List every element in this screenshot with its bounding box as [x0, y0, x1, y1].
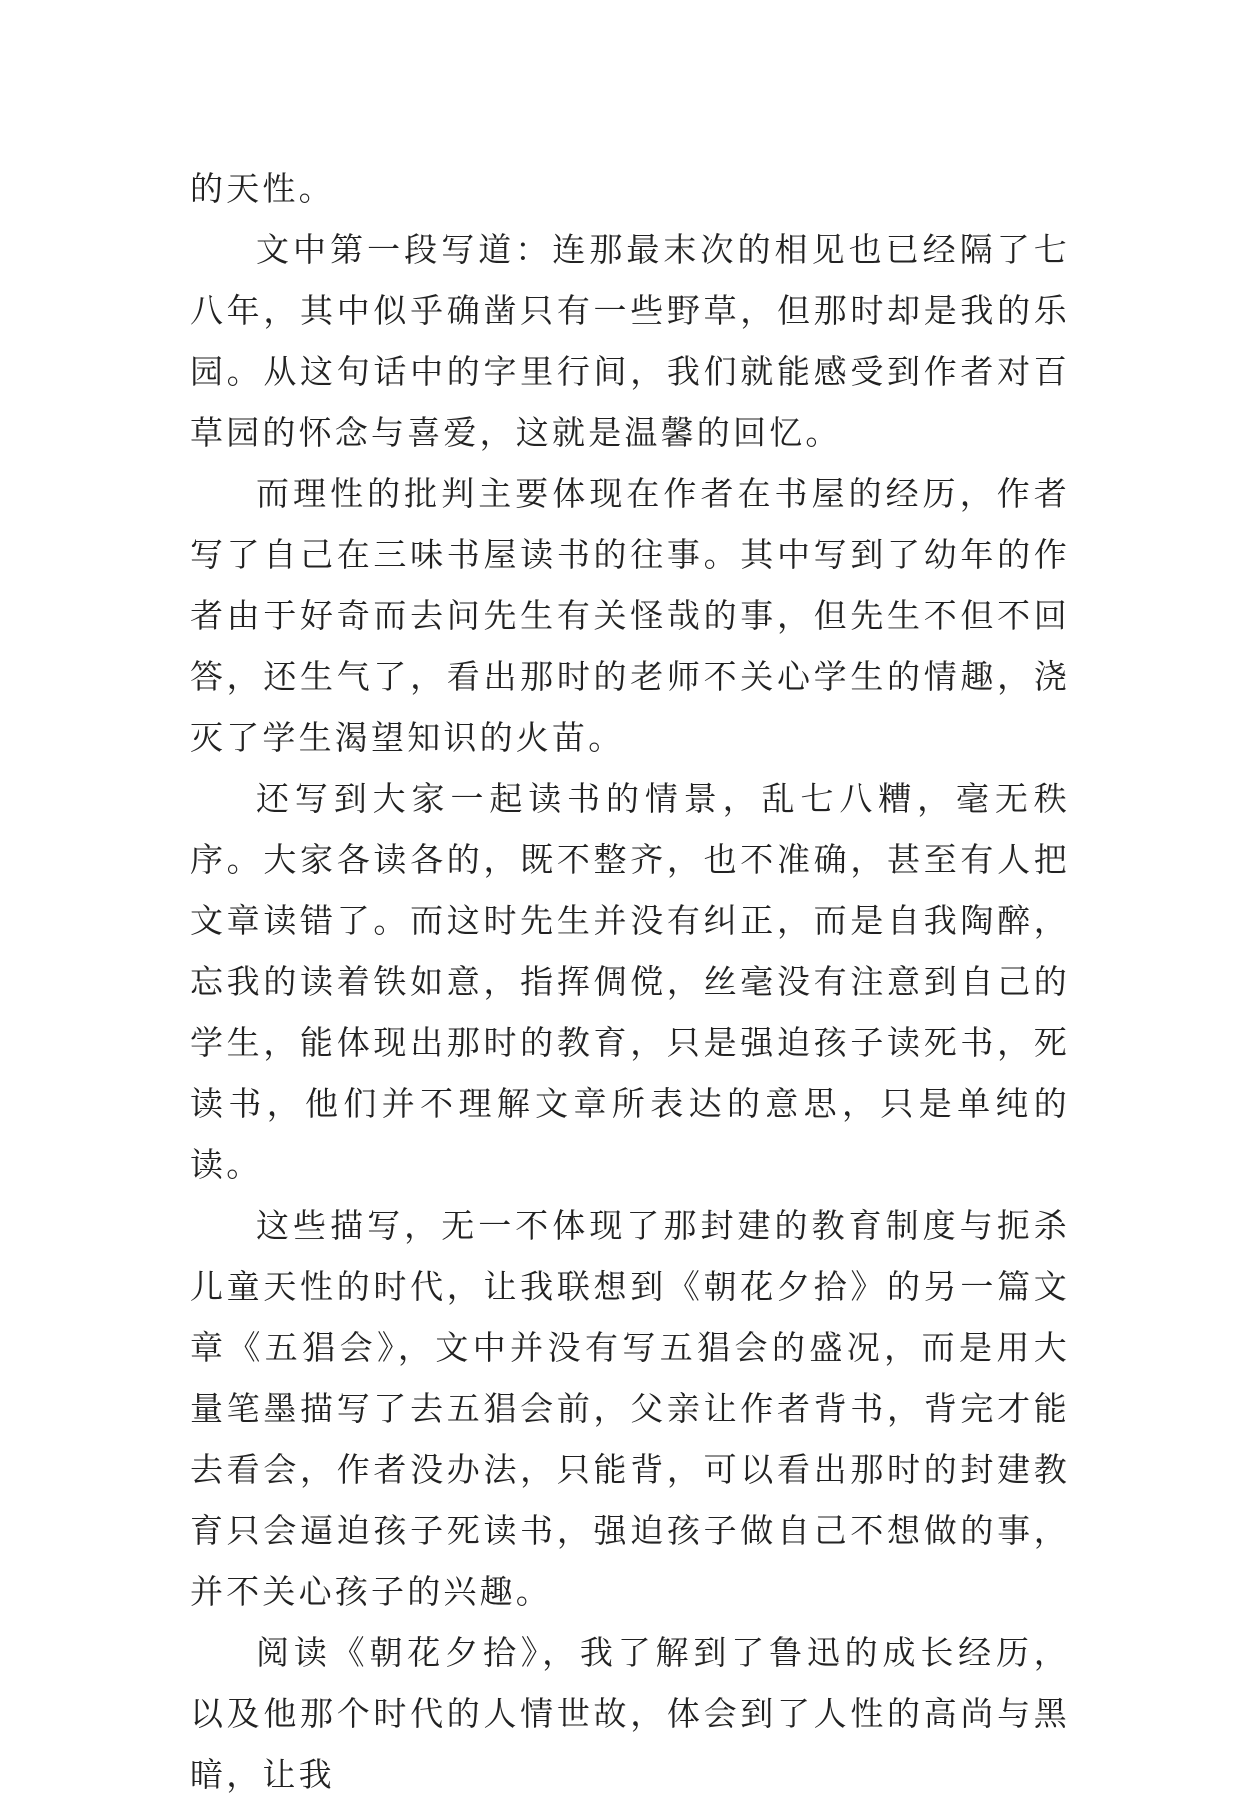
paragraph-3: 而理性的批判主要体现在作者在书屋的经历，作者写了自己在三味书屋读书的往事。其中写到了幼年的作者由于好奇而去问先生有关怪哉的事，但先生不但不回答，还生气了，看出那时的老师不关心学生的情趣，浇灭了学生渴望知识的火苗。	[190, 474, 1070, 757]
paragraph-2: 文中第一段写道：连那最末次的相见也已经隔了七八年，其中似乎确凿只有一些野草，但那时却是我的乐园。从这句话中的字里行间，我们就能感受到作者对百草园的怀念与喜爱，这就是温馨的回忆。	[190, 230, 1070, 452]
paragraph-6: 阅读《朝花夕拾》，我了解到了鲁迅的成长经历，以及他那个时代的人情世故，体会到了人性的高尚与黑暗，让我	[190, 1633, 1070, 1794]
paragraph-1: 的天性。	[190, 169, 335, 208]
document-body	[190, 158, 1070, 1805]
paragraph-5: 这些描写，无一不体现了那封建的教育制度与扼杀儿童天性的时代，让我联想到《朝花夕拾》的另一篇文章《五猖会》，文中并没有写五猖会的盛况，而是用大量笔墨描写了去五猖会前，父亲让作者背书，背完才能去看会，作者没办法，只能背，可以看出那时的封建教育只会逼迫孩子死读书，强迫孩子做自己不想做的事，并不关心孩子的兴趣。	[190, 1206, 1070, 1611]
paragraph-4: 还写到大家一起读书的情景，乱七八糟，毫无秩序。大家各读各的，既不整齐，也不准确，甚至有人把文章读错了。而这时先生并没有纠正，而是自我陶醉，忘我的读着铁如意，指挥倜傥，丝毫没有注意到自己的学生，能体现出那时的教育，只是强迫孩子读死书，死读书，他们并不理解文章所表达的意思，只是单纯的读。	[190, 779, 1070, 1184]
